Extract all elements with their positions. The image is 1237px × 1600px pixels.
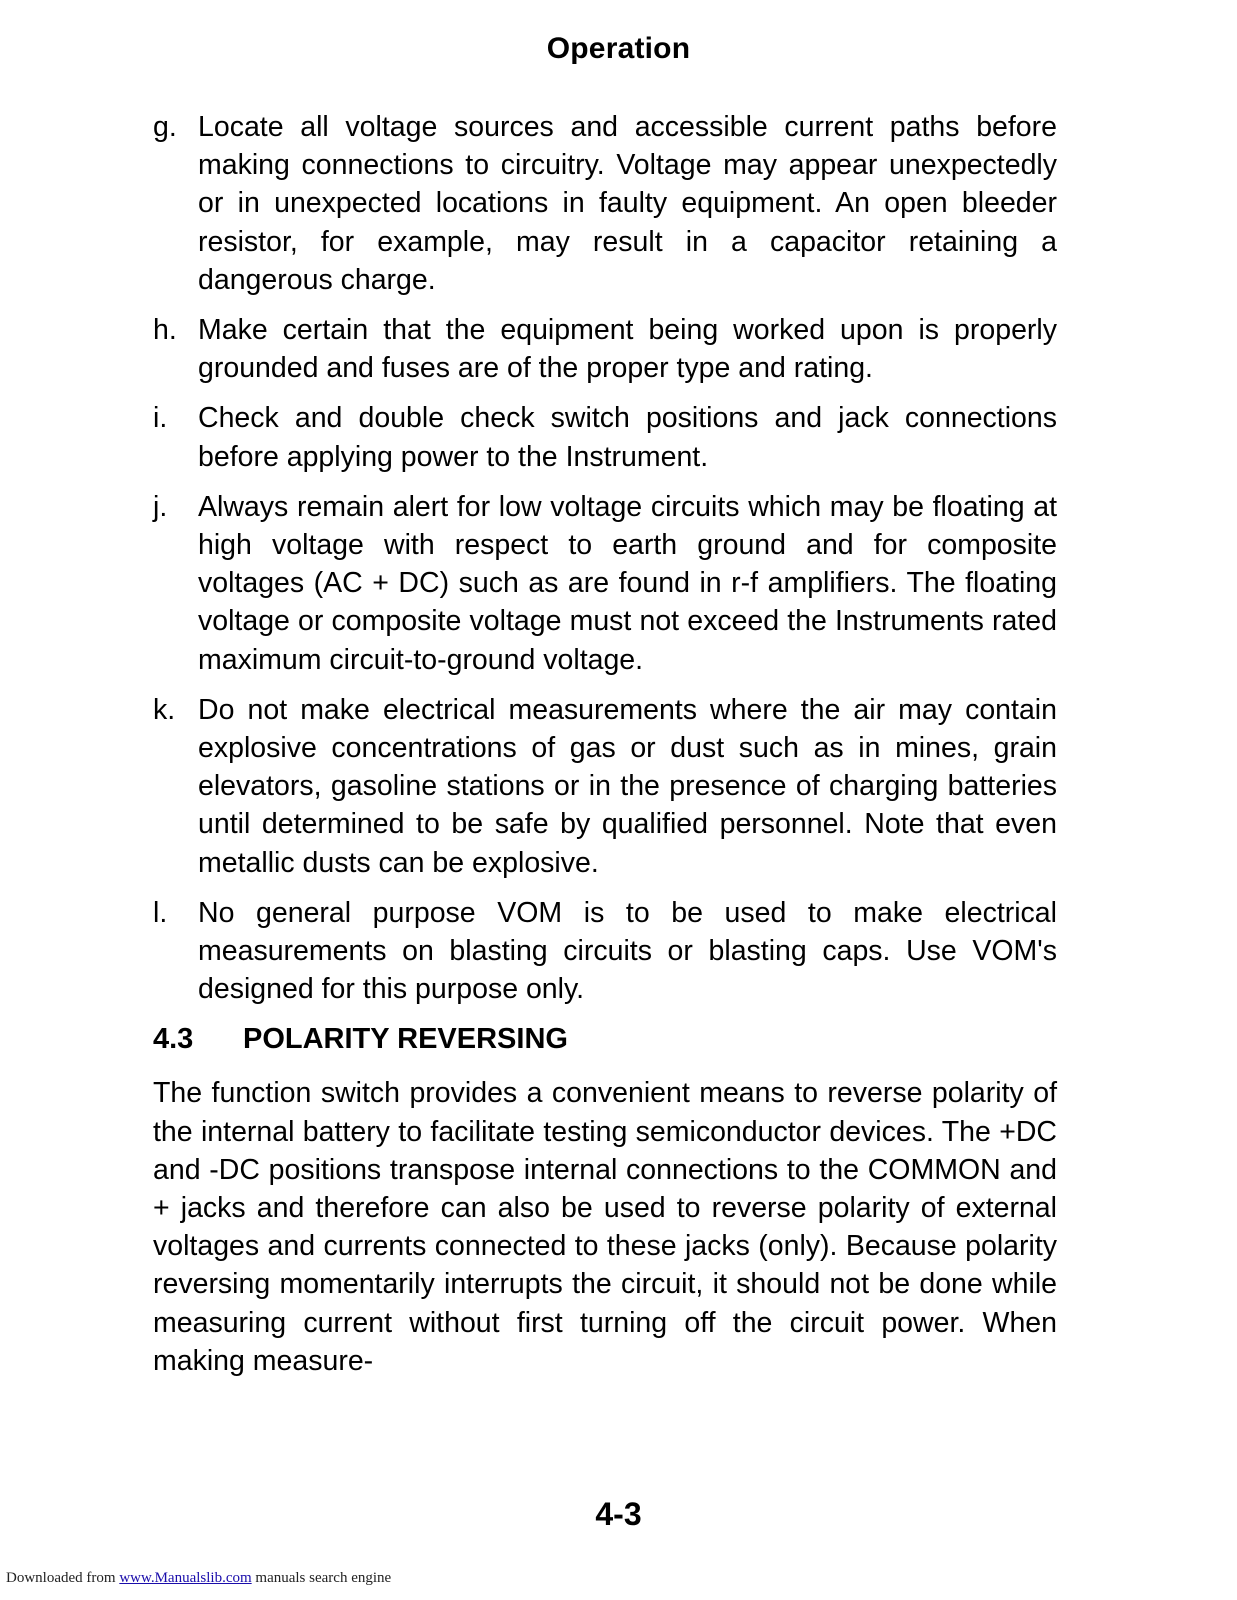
list-item-letter: h. <box>153 314 177 347</box>
list-item-l <box>153 894 1057 1009</box>
download-footer <box>6 1570 391 1587</box>
page-header-title: Operation <box>546 32 691 65</box>
list-item-j <box>153 488 1057 679</box>
footer-link[interactable]: www.Manualslib.com <box>119 1570 252 1586</box>
list-item-letter: j. <box>153 490 168 523</box>
page-number: 4-3 <box>595 1496 642 1532</box>
list-item-i <box>153 399 1057 475</box>
list-item-letter: l. <box>153 896 168 929</box>
list-item-k <box>153 691 1057 882</box>
list-item-g <box>153 108 1057 299</box>
section-body: The function switch provides a convenient means to reverse polarity of the internal battery to facilitate testing semiconductor devices. The +DC and -DC positions transpose internal connections to the COMMON and + jacks and therefore can also be used to reverse polarity of external voltages and currents connected to these jacks (only). Because polarity reversing momentarily interrupts the circuit, it should not be done while measuring current without first turning off the circuit power. When making measure- <box>153 1077 1057 1377</box>
page-content <box>153 108 1057 1380</box>
list-item-text: Do not make electrical measurements where the air may contain explosive concentrations of gas or dust such as in mines, grain elevators, gasoline stations or in the presence of charging batteries until determined to be safe by qualified personnel. Note that even metallic dusts can be explosive. <box>198 693 1057 879</box>
list-item-text: Locate all voltage sources and accessible current paths before making connections to circuitry. Voltage may appear unexpectedly or in unexpected locations in faulty equipment. An open bleeder resistor, for example, may result in a capacitor retaining a dangerous charge. <box>198 111 1057 296</box>
section-number: 4.3 <box>153 1023 194 1056</box>
footer-prefix: Downloaded from <box>6 1570 120 1586</box>
list-item-text: Make certain that the equipment being worked upon is properly grounded and fuses are of the proper type and rating. <box>198 314 1057 385</box>
section-heading <box>153 1020 1057 1058</box>
list-item-text: Always remain alert for low voltage circuits which may be floating at high voltage with respect to earth ground and for composite voltages (AC + DC) such as are found in r-f amplifiers. The floating voltage or composite voltage must not exceed the Instruments rated maximum circuit-to-ground voltage. <box>198 490 1057 676</box>
list-item-h <box>153 311 1057 387</box>
list-item-text: No general purpose VOM is to be used to make electrical measurements on blasting circuits or blasting caps. Use VOM's designed for this purpose only. <box>198 896 1057 1006</box>
list-item-letter: i. <box>153 402 168 435</box>
list-item-text: Check and double check switch positions and jack connections before applying power to the Instrument. <box>198 402 1057 473</box>
list-item-letter: k. <box>153 693 176 726</box>
footer-suffix: manuals search engine <box>251 1570 392 1586</box>
section-title: POLARITY REVERSING <box>243 1023 568 1056</box>
list-item-letter: g. <box>153 111 177 143</box>
